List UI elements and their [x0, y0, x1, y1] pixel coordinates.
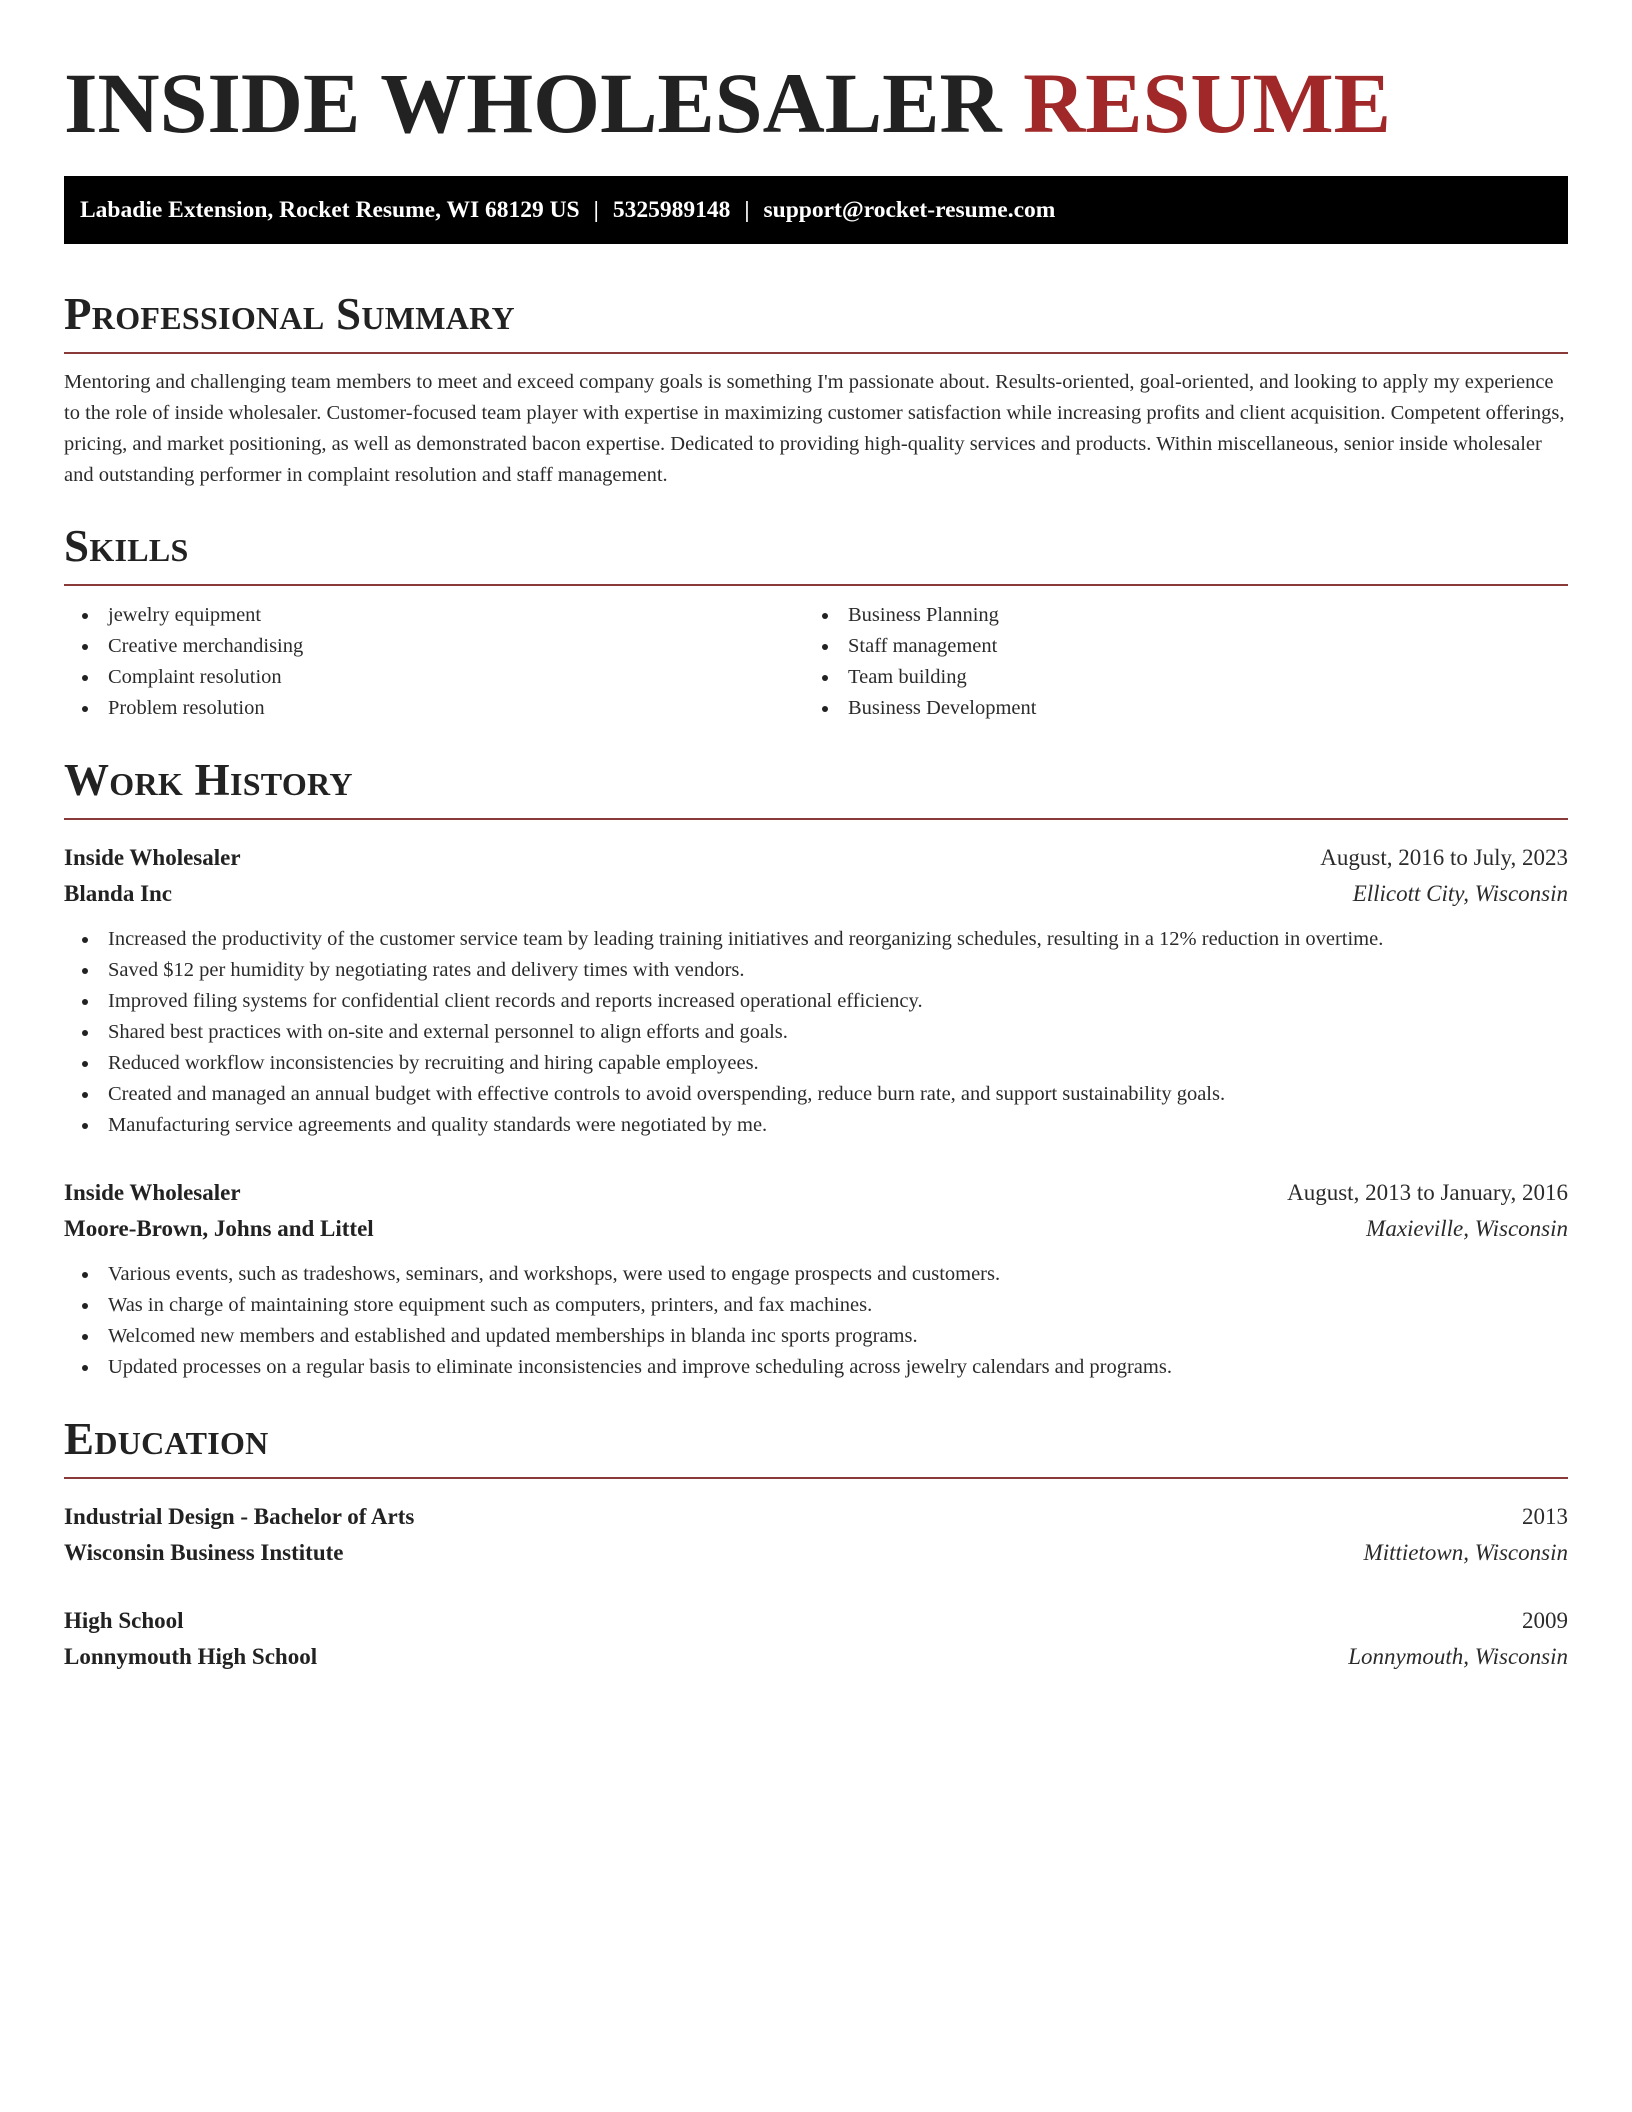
- skill-item: Creative merchandising: [64, 631, 804, 662]
- job-title: Inside Wholesaler: [64, 845, 241, 870]
- job-bullet: Reduced workflow inconsistencies by recruiting and hiring capable employees.: [64, 1048, 1568, 1079]
- edu-location: Mittietown, Wisconsin: [1363, 1540, 1568, 1565]
- skill-item: Business Planning: [804, 600, 1544, 631]
- edu-year: 2009: [1522, 1608, 1568, 1633]
- job-bullet: Manufacturing service agreements and quality standards were negotiated by me.: [64, 1110, 1568, 1141]
- resume-title: [64, 0, 1568, 176]
- job-entry: [64, 1175, 1568, 1383]
- job-title: Inside Wholesaler: [64, 1180, 241, 1205]
- skill-item: Problem resolution: [64, 693, 804, 724]
- title-resume-word: RESUME: [1023, 55, 1391, 151]
- skills-list: [64, 600, 1568, 724]
- education-heading: Education: [64, 1414, 269, 1464]
- contact-email: support@rocket-resume.com: [763, 197, 1056, 223]
- skill-item: jewelry equipment: [64, 600, 804, 631]
- summary-text: Mentoring and challenging team members to meet and exceed company goals is something I'm passionate about. Results-oriented, goal-oriented, and looking to apply my experience to the role of inside wholesaler. Customer-focused team player with expertise in maximizing customer satisfaction while increasing profits and client acquisition. Competent offerings, pricing, and market positioning, as well as demonstrated bacon expertise. Dedicated to providing high-quality services and products. Within miscellaneous, senior inside wholesaler and outstanding performer in complaint resolution and staff management.: [64, 371, 1565, 486]
- job-company: Moore-Brown, Johns and Littel: [64, 1216, 374, 1241]
- skill-item: Staff management: [804, 631, 1544, 662]
- education-entry: [64, 1603, 1568, 1675]
- edu-degree: High School: [64, 1608, 184, 1633]
- job-company-row: [64, 1211, 1568, 1247]
- contact-separator: |: [593, 197, 599, 223]
- job-bullet: Created and managed an annual budget with effective controls to avoid overspending, reduce burn rate, and support sustainability goals.: [64, 1079, 1568, 1110]
- contact-address: Labadie Extension, Rocket Resume, WI 68129 US: [80, 197, 580, 223]
- job-company: Blanda Inc: [64, 881, 173, 906]
- summary-heading: Professional Summary: [64, 289, 515, 339]
- job-bullet: Shared best practices with on-site and external personnel to align efforts and goals.: [64, 1017, 1568, 1048]
- section-divider: [64, 1477, 1568, 1479]
- job-header-row: [64, 840, 1568, 876]
- job-bullet: Updated processes on a regular basis to eliminate inconsistencies and improve scheduling across jewelry calendars and programs.: [64, 1352, 1568, 1383]
- job-dates: August, 2016 to July, 2023: [1320, 845, 1568, 870]
- edu-degree: Industrial Design - Bachelor of Arts: [64, 1504, 415, 1529]
- section-divider: [64, 818, 1568, 820]
- title-job-name: INSIDE WHOLESALER: [64, 55, 1002, 151]
- skills-column-left: [64, 600, 804, 724]
- job-bullets: [64, 924, 1568, 1141]
- edu-header-row: [64, 1499, 1568, 1535]
- edu-header-row: [64, 1603, 1568, 1639]
- section-divider: [64, 584, 1568, 586]
- edu-school-row: [64, 1535, 1568, 1571]
- section-divider: [64, 352, 1568, 354]
- contact-separator: |: [744, 197, 750, 223]
- work-history-heading: Work History: [64, 755, 353, 805]
- job-header-row: [64, 1175, 1568, 1211]
- job-bullet: Improved filing systems for confidential client records and reports increased operational efficiency.: [64, 986, 1568, 1017]
- skill-item: Business Development: [804, 693, 1544, 724]
- skill-item: Team building: [804, 662, 1544, 693]
- contact-phone: 5325989148: [612, 197, 731, 223]
- job-bullet: Various events, such as tradeshows, seminars, and workshops, were used to engage prospects and customers.: [64, 1259, 1568, 1290]
- skills-column-right: [804, 600, 1544, 724]
- edu-year: 2013: [1522, 1504, 1568, 1529]
- edu-school: Lonnymouth High School: [64, 1644, 318, 1669]
- job-bullets: [64, 1259, 1568, 1383]
- skills-heading: Skills: [64, 521, 189, 571]
- job-dates: August, 2013 to January, 2016: [1287, 1180, 1568, 1205]
- edu-location: Lonnymouth, Wisconsin: [1348, 1644, 1568, 1669]
- job-bullet: Saved $12 per humidity by negotiating rates and delivery times with vendors.: [64, 955, 1568, 986]
- education-entry: [64, 1499, 1568, 1571]
- job-bullet: Was in charge of maintaining store equipment such as computers, printers, and fax machines.: [64, 1290, 1568, 1321]
- job-entry: [64, 840, 1568, 1141]
- job-bullet: Welcomed new members and established and updated memberships in blanda inc sports programs.: [64, 1321, 1568, 1352]
- edu-school-row: [64, 1639, 1568, 1675]
- job-company-row: [64, 876, 1568, 912]
- job-location: Ellicott City, Wisconsin: [1352, 881, 1568, 906]
- contact-bar: [64, 176, 1568, 244]
- job-location: Maxieville, Wisconsin: [1366, 1216, 1568, 1241]
- job-bullet: Increased the productivity of the customer service team by leading training initiatives and reorganizing schedules, resulting in a 12% reduction in overtime.: [64, 924, 1568, 955]
- edu-school: Wisconsin Business Institute: [64, 1540, 344, 1565]
- skill-item: Complaint resolution: [64, 662, 804, 693]
